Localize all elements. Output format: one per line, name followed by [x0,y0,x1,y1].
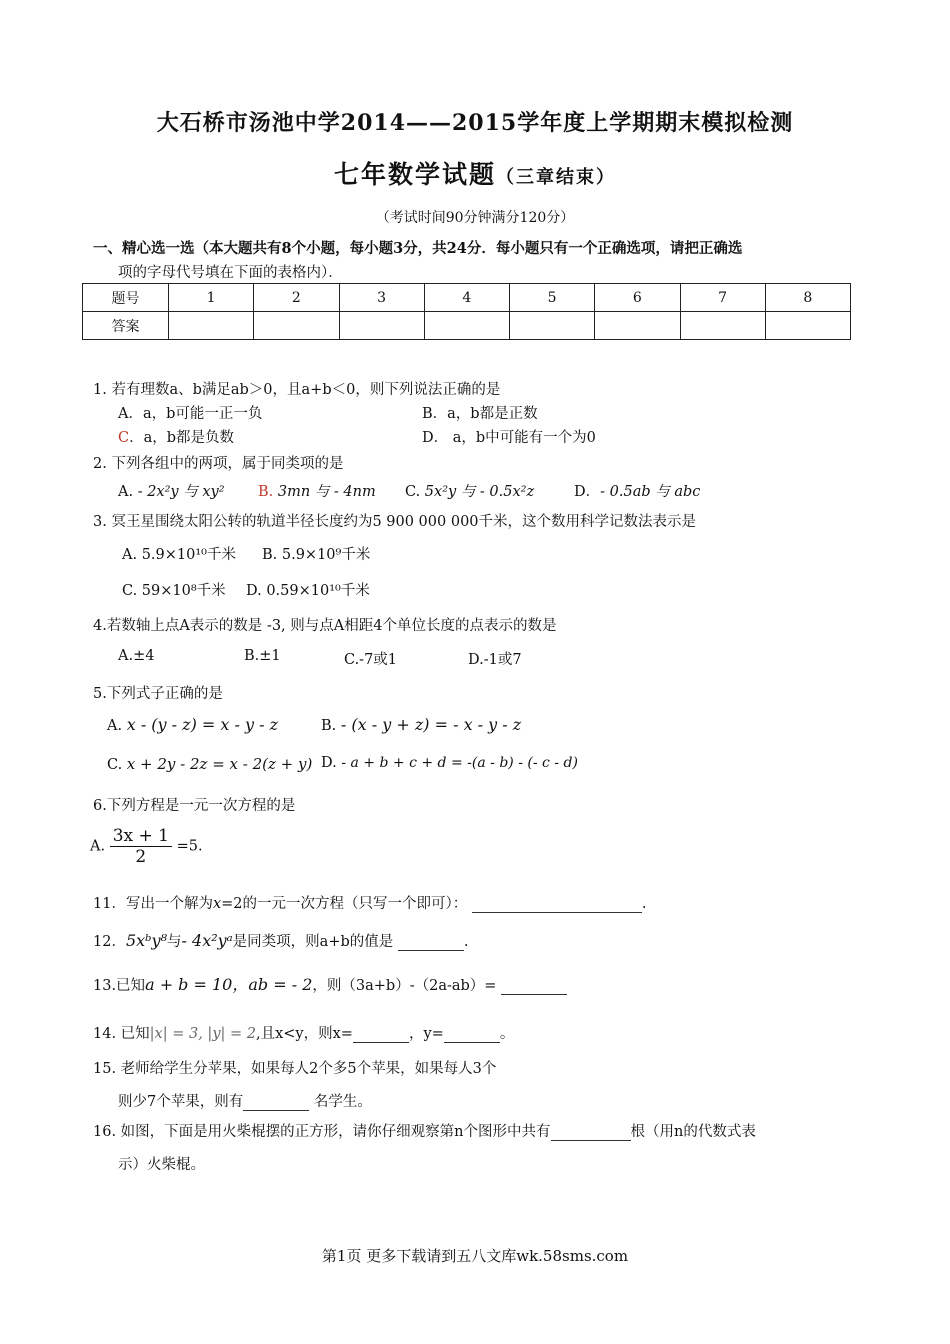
answer-cell[interactable] [595,312,680,340]
q1-stem: 1. 若有理数a、b满足ab＞0，且a+b＜0，则下列说法正确的是 [93,382,501,398]
q5-option-d: D. - a + b + c + d = -(a - b) - (- c - d) [321,755,578,771]
answer-cell[interactable] [339,312,424,340]
exam-info: （考试时间90分钟满分120分） [375,210,575,226]
q3-option-b: B. 5.9×10⁹千米 [262,547,371,563]
answer-cell[interactable] [424,312,509,340]
answer-table-answer-row [83,312,851,340]
q13-answer-blank[interactable] [501,980,567,995]
answer-table [82,283,851,340]
q1-option-c: C．a，b都是负数 [118,430,235,446]
q1-option-a: A．a，b可能一正一负 [118,406,263,422]
q4-option-a: A.±4 [118,648,155,664]
q3-option-d: D. 0.59×10¹⁰千米 [246,583,370,599]
q4-stem: 4.若数轴上点A表示的数是 -3, 则与点A相距4个单位长度的点表示的数是 [93,618,557,634]
q12-answer-blank[interactable] [398,936,464,951]
q1-option-b: B．a，b都是正数 [422,406,538,422]
q6-option-a: A. $\frac{3x + 1}{2}$ =5. [90,826,203,867]
section1-heading: 一、精心选一选（本大题共有8个小题，每小题3分，共24分．每小题只有一个正确选项，请把正确选 [93,240,743,257]
q3-option-a: A. 5.9×10¹⁰千米 [122,547,236,563]
answer-table-num: 1 [169,284,254,312]
page-footer: 第1页 更多下载请到五八文库wk.58sms.com [321,1247,629,1265]
q6-fraction: $\frac{3x + 1}{2}$ [110,826,172,867]
answer-table-num: 4 [424,284,509,312]
q4-option-d: D.-1或7 [468,652,522,668]
q16-line1: 16. 如图，下面是用火柴棍摆的正方形，请你仔细观察第n个图形中共有 根（用n的代数式表 [93,1124,756,1140]
exam-subtitle: 七年数学试题（三章结束） [333,160,616,189]
q4-option-c: C.-7或1 [344,652,398,668]
q16-answer-blank[interactable] [551,1126,631,1141]
q4-option-b: B.±1 [244,648,281,664]
answer-cell[interactable] [169,312,254,340]
q2-option-d: D．- 0.5ab 与 abc [574,484,701,500]
q15-line1: 15. 老师给学生分苹果，如果每人2个多5个苹果，如果每人3个 [93,1061,497,1077]
q16-line2: 示）火柴棍。 [118,1157,205,1173]
q2-option-c: C. 5x²y 与 - 0.5x²z [405,484,535,500]
answer-table-num: 5 [510,284,595,312]
answer-table-num: 6 [595,284,680,312]
q2-stem: 2. 下列各组中的两项，属于同类项的是 [93,456,344,472]
answer-cell[interactable] [510,312,595,340]
q3-stem: 3. 冥王星围绕太阳公转的轨道半径长度约为5 900 000 000千米，这个数用科学记数法表示是 [93,514,697,530]
q15-answer-blank[interactable] [243,1096,309,1111]
q11-answer-blank[interactable] [472,898,642,913]
section1-heading-cont: 项的字母代号填在下面的表格内）． [118,265,343,281]
answer-table-label: 题号 [83,284,169,312]
answer-cell[interactable] [254,312,339,340]
answer-table-header-row [83,284,851,312]
q5-option-c: C. x + 2y - 2z = x - 2(z + y) [107,755,313,773]
q3-option-c: C. 59×10⁸千米 [122,583,226,599]
q5-option-b: B. - (x - y + z) = - x - y - z [321,715,522,734]
q2-option-a: A. - 2x²y 与 xy² [118,484,225,500]
answer-table-num: 8 [765,284,850,312]
exam-title: 大石桥市汤池中学2014——2015学年度上学期期末模拟检测 [156,110,794,136]
q14: 14. 已知|x| = 3, |y| = 2,且x<y，则x= ，y= 。 [93,1026,515,1042]
q5-option-a: A. x - (y - z) = x - y - z [107,715,279,734]
q14-y-blank[interactable] [444,1028,500,1043]
subtitle-note: （三章结束） [496,167,616,188]
answer-table-label: 答案 [83,312,169,340]
answer-table-num: 7 [680,284,765,312]
q6-stem: 6.下列方程是一元一次方程的是 [93,798,296,814]
answer-cell[interactable] [765,312,850,340]
q12: 12．5xᵇy⁸与- 4x²yᵃ是同类项，则a+b的值是 . [93,931,469,950]
q15-line2: 则少7个苹果，则有 名学生。 [118,1094,372,1110]
q14-x-blank[interactable] [353,1028,409,1043]
q5-stem: 5.下列式子正确的是 [93,686,223,702]
q11: 11．写出一个解为x=2的一元一次方程（只写一个即可）： . [93,896,647,912]
answer-cell[interactable] [680,312,765,340]
answer-table-num: 3 [339,284,424,312]
answer-table-num: 2 [254,284,339,312]
q1-option-d: D． a，b中可能有一个为0 [422,430,596,446]
q2-option-b: B. 3mn 与 - 4nm [258,484,376,500]
q13: 13.已知a + b = 10，ab = - 2，则（3a+b）-（2a-ab）= [93,972,567,995]
